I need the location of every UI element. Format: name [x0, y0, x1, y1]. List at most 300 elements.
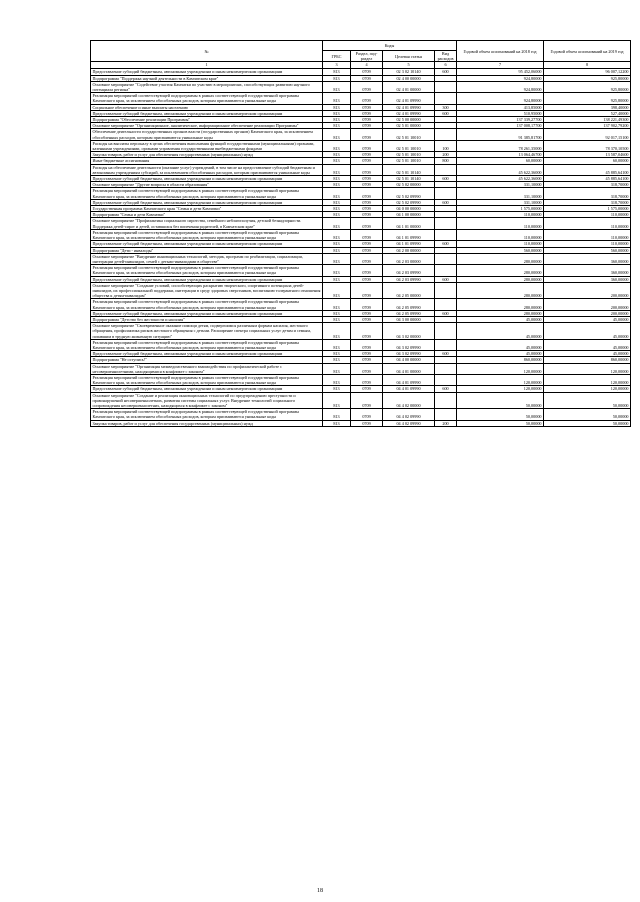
- row-razdel: 0709: [351, 117, 383, 123]
- row-amount-2019: 110,00000: [544, 241, 631, 247]
- row-razdel: 0709: [351, 199, 383, 205]
- row-amount-2018: 331,10000: [457, 182, 544, 188]
- table-row: [91, 253, 631, 264]
- row-grbs: 813: [323, 123, 351, 129]
- row-name: Основное мероприятие "Организация межведомственного взаимодействия по профилактической работе с несовершеннолетними, находящимися в конфликте с законом": [91, 363, 323, 374]
- page-number: 18: [317, 888, 323, 894]
- row-amount-2018: 331,10000: [457, 199, 544, 205]
- row-name: Социальное обеспечение и иные выплаты населению: [91, 104, 323, 110]
- row-name: Закупка товаров, работ и услуг для обеспечения государственных (муниципальных) нужд: [91, 152, 323, 158]
- row-amount-2018: 510,95000: [457, 110, 544, 116]
- row-amount-2018: 50,00000: [457, 420, 544, 426]
- table-row: [91, 93, 631, 104]
- row-csr: 04 1 01 09990: [383, 229, 435, 240]
- col-header-grbs: ГРБС: [323, 51, 351, 62]
- row-grbs: 813: [323, 392, 351, 409]
- row-vr: [435, 299, 457, 310]
- row-name: Основное мероприятие "Содействие участия Камчатки по участию в мероприятиях, способствующих развитию научного потенциала региона": [91, 81, 323, 92]
- row-grbs: 813: [323, 93, 351, 104]
- row-amount-2018: 924,80000: [457, 93, 544, 104]
- col-index: 4: [351, 62, 383, 69]
- row-grbs: 813: [323, 117, 351, 123]
- row-amount-2018: 45,00000: [457, 339, 544, 350]
- row-csr: 04 1 01 09990: [383, 241, 435, 247]
- row-razdel: 0709: [351, 123, 383, 129]
- row-name: Основное мероприятие "Создание и реализация инновационных технологий по предупреждению преступности и правонарушений несовершеннолетних, развития системы социальных услуг. Внедрение технологий социального сопровождения несовершеннолетних, находящихся в конфликте с законом": [91, 392, 323, 409]
- row-name: Подпрограмма "Поддержка научной деятельности в Камчатском крае": [91, 75, 323, 81]
- row-vr: [435, 374, 457, 385]
- row-vr: 600: [435, 310, 457, 316]
- col-index: 1: [91, 62, 323, 69]
- row-grbs: 813: [323, 75, 351, 81]
- row-vr: [435, 164, 457, 175]
- row-amount-2019: 45,00000: [544, 316, 631, 322]
- col-header-csr: Целевая статья: [383, 51, 435, 62]
- row-amount-2018: 280,00000: [457, 265, 544, 276]
- row-name: Подпрограмма "Обеспечение реализации Программы": [91, 117, 323, 123]
- row-amount-2018: 110,00000: [457, 241, 544, 247]
- row-amount-2019: 925,80000: [544, 93, 631, 104]
- row-vr: [435, 392, 457, 409]
- row-csr: 04 1 00 00000: [383, 212, 435, 218]
- row-csr: 02 4 01 00000: [383, 81, 435, 92]
- row-razdel: 0709: [351, 299, 383, 310]
- row-vr: 200: [435, 152, 457, 158]
- row-amount-2019: 110,00000: [544, 218, 631, 229]
- row-razdel: 0709: [351, 339, 383, 350]
- row-amount-2018: 45,00000: [457, 323, 544, 340]
- row-amount-2018: 120,00000: [457, 386, 544, 392]
- row-amount-2018: 45 622,36000: [457, 164, 544, 175]
- row-name: Предоставление субсидий бюджетным, автономным учреждениям и иным некоммерческим организациям: [91, 241, 323, 247]
- row-grbs: 813: [323, 386, 351, 392]
- row-razdel: 0709: [351, 110, 383, 116]
- row-vr: [435, 409, 457, 420]
- row-grbs: 813: [323, 188, 351, 199]
- row-grbs: 813: [323, 199, 351, 205]
- column-index-row: [91, 62, 631, 69]
- row-amount-2019: 925,80000: [544, 75, 631, 81]
- row-amount-2018: 280,00000: [457, 282, 544, 299]
- col-index: 7: [457, 62, 544, 69]
- table-row: [91, 282, 631, 299]
- row-amount-2018: 280,00000: [457, 276, 544, 282]
- row-amount-2018: 13 064,46700: [457, 152, 544, 158]
- row-amount-2018: 137 339,27700: [457, 117, 544, 123]
- row-grbs: 813: [323, 310, 351, 316]
- row-amount-2019: 50,00000: [544, 420, 631, 426]
- row-csr: 04 3 02 00000: [383, 323, 435, 340]
- row-name: Основное мероприятие "Другие вопросы в области образования": [91, 182, 323, 188]
- row-amount-2019: 60,00000: [544, 158, 631, 164]
- row-amount-2018: 280,00000: [457, 253, 544, 264]
- row-name: Реализация мероприятий соответствующей подпрограммы в рамках соответствующей государственной программы Камчатского края, за исключением обособленных расходов, которым присваиваются уникальные коды: [91, 299, 323, 310]
- row-csr: 04 1 01 00000: [383, 218, 435, 229]
- row-name: Подпрограмма "Семья и дети Камчатки": [91, 212, 323, 218]
- col-index: 6: [435, 62, 457, 69]
- table-body: [91, 62, 631, 426]
- row-name: Закупка товаров, работ и услуг для обеспечения государственных (муниципальных) нужд: [91, 420, 323, 426]
- row-grbs: 813: [323, 152, 351, 158]
- row-amount-2019: 1 575,00000: [544, 206, 631, 212]
- row-vr: 600: [435, 351, 457, 357]
- row-amount-2018: 50,00000: [457, 409, 544, 420]
- row-amount-2019: 398,40000: [544, 104, 631, 110]
- row-csr: 04 0 00 00000: [383, 206, 435, 212]
- row-razdel: 0709: [351, 218, 383, 229]
- row-name: Предоставление субсидий бюджетным, автономным учреждениям и иным некоммерческим организациям: [91, 386, 323, 392]
- row-grbs: 813: [323, 253, 351, 264]
- row-amount-2018: 1 575,00000: [457, 206, 544, 212]
- row-amount-2018: 280,00000: [457, 310, 544, 316]
- row-csr: 02 5 01 10010: [383, 152, 435, 158]
- row-name: Предоставление субсидий бюджетным, автономным учреждениям и иным некоммерческим организациям: [91, 110, 323, 116]
- row-razdel: 0709: [351, 409, 383, 420]
- row-amount-2019: 560,00000: [544, 247, 631, 253]
- table-row: [91, 218, 631, 229]
- row-vr: [435, 188, 457, 199]
- budget-sheet: [90, 40, 630, 427]
- row-razdel: 0709: [351, 75, 383, 81]
- row-razdel: 0709: [351, 357, 383, 363]
- row-amount-2018: 45,00000: [457, 351, 544, 357]
- row-amount-2018: 91 385,81700: [457, 129, 544, 140]
- row-razdel: 0709: [351, 351, 383, 357]
- row-razdel: 0709: [351, 253, 383, 264]
- row-csr: 02 5 02 00000: [383, 182, 435, 188]
- row-amount-2018: 110,00000: [457, 212, 544, 218]
- row-amount-2018: 120,00000: [457, 374, 544, 385]
- row-csr: 02 5 02 09990: [383, 199, 435, 205]
- row-razdel: 0709: [351, 69, 383, 75]
- row-vr: 600: [435, 69, 457, 75]
- row-amount-2018: 78 261,35000: [457, 140, 544, 151]
- row-name: Предоставление субсидий бюджетным, автономным учреждениям и иным некоммерческим организациям: [91, 176, 323, 182]
- table-row: [91, 339, 631, 350]
- row-grbs: 813: [323, 176, 351, 182]
- row-grbs: 813: [323, 351, 351, 357]
- row-amount-2018: 137 008,17700: [457, 123, 544, 129]
- row-amount-2019: 45,00000: [544, 351, 631, 357]
- row-csr: 02 5 01 10140: [383, 164, 435, 175]
- table-row: [91, 374, 631, 385]
- row-csr: 02 4 01 09990: [383, 93, 435, 104]
- row-amount-2018: 924,80000: [457, 75, 544, 81]
- row-csr: 04 2 05 09990: [383, 299, 435, 310]
- col-header-2018: Годовой объем ассигнований на 2018 год: [457, 41, 544, 62]
- row-name: Государственная программа Камчатского края "Семья и дети Камчатки": [91, 206, 323, 212]
- col-header-vr: Вид расходов: [435, 51, 457, 62]
- row-razdel: 0709: [351, 182, 383, 188]
- row-vr: [435, 218, 457, 229]
- row-amount-2018: 95 452,06000: [457, 69, 544, 75]
- row-razdel: 0709: [351, 188, 383, 199]
- row-grbs: 813: [323, 363, 351, 374]
- table-row: [91, 81, 631, 92]
- row-vr: 600: [435, 176, 457, 182]
- row-amount-2019: 50,00000: [544, 392, 631, 409]
- row-vr: 600: [435, 110, 457, 116]
- col-index: 3: [323, 62, 351, 69]
- row-name: Предоставление субсидий бюджетным, автономным учреждениям и иным некоммерческим организациям: [91, 276, 323, 282]
- row-amount-2019: 318,70000: [544, 199, 631, 205]
- row-grbs: 813: [323, 164, 351, 175]
- row-name: Подпрограмма "Детство без жестокости и насилия": [91, 316, 323, 322]
- row-grbs: 813: [323, 265, 351, 276]
- row-csr: 02 4 00 00000: [383, 75, 435, 81]
- row-amount-2018: 110,00000: [457, 218, 544, 229]
- row-amount-2018: 560,00000: [457, 247, 544, 253]
- table-row: [91, 363, 631, 374]
- row-csr: 02 5 02 09990: [383, 188, 435, 199]
- row-name: Основное мероприятие "Организационное, аналитическое, информационное обеспечение реализации Программы": [91, 123, 323, 129]
- row-grbs: 813: [323, 182, 351, 188]
- row-name: Основное мероприятие "Внедрение инновационных технологий, методик, программ по реабилитации, социализации, интеграции детей-инвалидов, семей с детьми-инвалидами в обществе": [91, 253, 323, 264]
- row-vr: [435, 229, 457, 240]
- table-row: [91, 392, 631, 409]
- row-csr: 04 2 05 09990: [383, 310, 435, 316]
- row-name: Основное мероприятие "Своевременное оказание помощи детям, подвергшимся различным формам насилия, жестокого обращения, профилактика рисков жестокого обращения с детьми. Расширение спектра социальных услуг детям и семьям, попавшим в трудную жизненную ситуацию": [91, 323, 323, 340]
- row-grbs: 813: [323, 69, 351, 75]
- row-grbs: 813: [323, 229, 351, 240]
- row-vr: [435, 323, 457, 340]
- row-amount-2019: 78 370,10500: [544, 140, 631, 151]
- budget-table: [90, 40, 631, 427]
- row-razdel: 0709: [351, 212, 383, 218]
- row-name: Реализация мероприятий соответствующей подпрограммы в рамках соответствующей государственной программы Камчатского края, за исключением обособленных расходов, которым присваиваются уникальные коды: [91, 409, 323, 420]
- row-razdel: 0709: [351, 104, 383, 110]
- row-csr: 02 4 01 09990: [383, 110, 435, 116]
- row-name: Реализация мероприятий соответствующей подпрограммы в рамках соответствующей государственной программы Камчатского края, за исключением обособленных расходов, которым присваиваются уникальные коды: [91, 93, 323, 104]
- row-amount-2018: 413,85000: [457, 104, 544, 110]
- row-razdel: 0709: [351, 229, 383, 240]
- row-grbs: 813: [323, 299, 351, 310]
- row-grbs: 813: [323, 129, 351, 140]
- row-grbs: 813: [323, 206, 351, 212]
- row-name: Реализация мероприятий соответствующей подпрограммы в рамках соответствующей государственной программы Камчатского края, за исключением обособленных расходов, которым присваиваются уникальные коды: [91, 265, 323, 276]
- row-amount-2019: 527,40000: [544, 110, 631, 116]
- row-razdel: 0709: [351, 392, 383, 409]
- row-csr: 04 3 02 09990: [383, 351, 435, 357]
- col-header-razdel: Раздел, под-раздел: [351, 51, 383, 62]
- row-vr: [435, 93, 457, 104]
- row-amount-2019: 96 007,12200: [544, 69, 631, 75]
- row-vr: 600: [435, 276, 457, 282]
- row-razdel: 0709: [351, 363, 383, 374]
- row-amount-2019: 318,70000: [544, 188, 631, 199]
- row-csr: 02 5 01 00000: [383, 123, 435, 129]
- table-row: [91, 229, 631, 240]
- row-amount-2018: 860,00000: [457, 357, 544, 363]
- row-name: Основное мероприятие "Создание условий, способствующих раскрытию творческого, спортивного потенциала детей-инвалидов, их профессиональной поддержки, интеграции в среду здоровых сверстников, воспитанию толерантного отношения общества к детям-инвалидам": [91, 282, 323, 299]
- row-vr: 300: [435, 104, 457, 110]
- table-row: [91, 420, 631, 426]
- row-razdel: 0709: [351, 152, 383, 158]
- row-grbs: 813: [323, 374, 351, 385]
- row-amount-2018: 110,00000: [457, 229, 544, 240]
- row-amount-2019: 200,00000: [544, 282, 631, 299]
- row-grbs: 813: [323, 357, 351, 363]
- row-grbs: 813: [323, 104, 351, 110]
- row-csr: 04 4 01 09990: [383, 374, 435, 385]
- row-csr: 04 2 03 09990: [383, 265, 435, 276]
- table-row: [91, 323, 631, 340]
- row-csr: 04 4 02 09990: [383, 409, 435, 420]
- row-csr: 04 4 01 09990: [383, 386, 435, 392]
- row-amount-2019: 318,70000: [544, 182, 631, 188]
- row-razdel: 0709: [351, 241, 383, 247]
- row-vr: [435, 265, 457, 276]
- row-name: Обеспечение деятельности государственных органов власти (государственных органов) Камчатского края, за исключением обособленных расходов, которым присваиваются уникальные коды: [91, 129, 323, 140]
- row-csr: 04 4 01 00000: [383, 363, 435, 374]
- row-csr: 02 5 00 00000: [383, 117, 435, 123]
- row-grbs: 813: [323, 276, 351, 282]
- row-grbs: 813: [323, 241, 351, 247]
- table-row: [91, 164, 631, 175]
- row-csr: 04 2 03 00000: [383, 253, 435, 264]
- row-grbs: 813: [323, 409, 351, 420]
- row-amount-2018: 50,00000: [457, 392, 544, 409]
- row-razdel: 0709: [351, 265, 383, 276]
- row-razdel: 0709: [351, 176, 383, 182]
- row-amount-2019: 200,00000: [544, 310, 631, 316]
- row-grbs: 813: [323, 140, 351, 151]
- row-amount-2019: 92 017,15100: [544, 129, 631, 140]
- table-row: [91, 188, 631, 199]
- col-header-codes: Коды: [323, 41, 457, 51]
- row-razdel: 0709: [351, 140, 383, 151]
- row-razdel: 0709: [351, 316, 383, 322]
- row-vr: 600: [435, 199, 457, 205]
- row-amount-2019: 50,00000: [544, 409, 631, 420]
- row-name: Реализация мероприятий соответствующей подпрограммы в рамках соответствующей государственной программы Камчатского края, за исключением обособленных расходов, которым присваиваются уникальные коды: [91, 188, 323, 199]
- row-amount-2019: 13 587,04600: [544, 152, 631, 158]
- col-index: 8: [544, 62, 631, 69]
- row-csr: 02 5 01 10010: [383, 129, 435, 140]
- row-amount-2018: 280,00000: [457, 299, 544, 310]
- row-amount-2019: 120,00000: [544, 363, 631, 374]
- row-amount-2019: 45,00000: [544, 323, 631, 340]
- row-name: Реализация мероприятий соответствующей подпрограммы в рамках соответствующей государственной программы Камчатского края, за исключением обособленных расходов, которым присваиваются уникальные коды: [91, 339, 323, 350]
- row-razdel: 0709: [351, 323, 383, 340]
- row-grbs: 813: [323, 110, 351, 116]
- row-razdel: 0709: [351, 158, 383, 164]
- row-grbs: 813: [323, 158, 351, 164]
- row-csr: 02 4 01 09990: [383, 104, 435, 110]
- row-amount-2019: 120,00000: [544, 386, 631, 392]
- row-amount-2018: 331,10000: [457, 188, 544, 199]
- row-vr: 100: [435, 140, 457, 151]
- row-amount-2019: 110,00000: [544, 212, 631, 218]
- row-vr: 200: [435, 420, 457, 426]
- row-csr: 04 2 05 00000: [383, 282, 435, 299]
- row-grbs: 813: [323, 247, 351, 253]
- row-amount-2019: 120,00000: [544, 374, 631, 385]
- row-amount-2019: 360,00000: [544, 276, 631, 282]
- row-csr: 04 4 02 09990: [383, 420, 435, 426]
- row-vr: [435, 81, 457, 92]
- row-amount-2018: 45 622,36000: [457, 176, 544, 182]
- row-amount-2019: 45,00000: [544, 339, 631, 350]
- row-grbs: 813: [323, 420, 351, 426]
- row-grbs: 813: [323, 339, 351, 350]
- row-razdel: 0709: [351, 276, 383, 282]
- row-csr: 04 2 03 09990: [383, 276, 435, 282]
- row-name: Предоставление субсидий бюджетным, автономным учреждениям и иным некоммерческим организациям: [91, 199, 323, 205]
- row-name: Расходы на выплаты персоналу в целях обеспечения выполнения функций государственными (муниципальными) органами, казенными учреждениями, органами управления государственными внебюджетными фондами: [91, 140, 323, 151]
- table-row: [91, 409, 631, 420]
- row-razdel: 0709: [351, 81, 383, 92]
- row-razdel: 0709: [351, 206, 383, 212]
- row-csr: 04 3 00 00000: [383, 316, 435, 322]
- row-name: Реализация мероприятий соответствующей подпрограммы в рамках соответствующей государственной программы Камчатского края, за исключением обособленных расходов, которым присваиваются уникальные коды: [91, 229, 323, 240]
- table-row: [91, 299, 631, 310]
- row-amount-2018: 60,00000: [457, 158, 544, 164]
- row-amount-2019: 138 221,49300: [544, 117, 631, 123]
- row-amount-2018: 45,00000: [457, 316, 544, 322]
- row-amount-2019: 360,00000: [544, 253, 631, 264]
- row-vr: [435, 129, 457, 140]
- row-grbs: 813: [323, 81, 351, 92]
- row-name: Предоставление субсидий бюджетным, автономным учреждениям и иным некоммерческим организациям: [91, 310, 323, 316]
- row-razdel: 0709: [351, 386, 383, 392]
- table-row: [91, 265, 631, 276]
- row-amount-2019: 110,00000: [544, 229, 631, 240]
- row-csr: 02 3 02 10140: [383, 69, 435, 75]
- row-name: Подпрограмма "Не оступись!": [91, 357, 323, 363]
- header-row-1: [91, 41, 631, 51]
- row-name: Иные бюджетные ассигнования: [91, 158, 323, 164]
- row-csr: 04 4 02 00000: [383, 392, 435, 409]
- row-amount-2019: 200,00000: [544, 299, 631, 310]
- row-csr: 04 3 02 09990: [383, 339, 435, 350]
- row-csr: 02 5 01 10140: [383, 176, 435, 182]
- row-amount-2019: 360,00000: [544, 265, 631, 276]
- col-header-name: №: [91, 41, 323, 62]
- row-razdel: 0709: [351, 164, 383, 175]
- col-index: 5: [383, 62, 435, 69]
- row-amount-2018: 120,00000: [457, 363, 544, 374]
- row-vr: 800: [435, 158, 457, 164]
- row-csr: 02 5 01 10010: [383, 140, 435, 151]
- row-name: Предоставление субсидий бюджетным, автономным учреждениям и иным некоммерческим организациям: [91, 351, 323, 357]
- row-amount-2019: 925,80000: [544, 81, 631, 92]
- row-csr: 02 5 01 10010: [383, 158, 435, 164]
- col-header-2019: Годовой объем ассигнований на 2019 год: [544, 41, 631, 62]
- row-name: Реализация мероприятий соответствующей подпрограммы в рамках соответствующей государственной программы Камчатского края, за исключением обособленных расходов, которым присваиваются уникальные коды: [91, 374, 323, 385]
- row-csr: 04 4 00 00000: [383, 357, 435, 363]
- row-razdel: 0709: [351, 282, 383, 299]
- row-grbs: 813: [323, 316, 351, 322]
- table-row: [91, 140, 631, 151]
- row-name: Расходы на обеспечение деятельности (оказание услуг) учреждений, в том числе на предоставление субсидий бюджетным и автономным учреждениям субсидий, за исключением обособленных расходов, которым присваиваются уникальные коды: [91, 164, 323, 175]
- row-vr: [435, 282, 457, 299]
- row-vr: [435, 363, 457, 374]
- row-grbs: 813: [323, 282, 351, 299]
- row-vr: 600: [435, 386, 457, 392]
- row-amount-2019: 137 902,79200: [544, 123, 631, 129]
- row-csr: 04 2 00 00000: [383, 247, 435, 253]
- row-razdel: 0709: [351, 247, 383, 253]
- row-razdel: 0709: [351, 374, 383, 385]
- row-razdel: 0709: [351, 310, 383, 316]
- row-vr: [435, 253, 457, 264]
- table-row: [91, 129, 631, 140]
- row-amount-2018: 924,80000: [457, 81, 544, 92]
- row-amount-2019: 45 885,64100: [544, 176, 631, 182]
- row-grbs: 813: [323, 212, 351, 218]
- row-razdel: 0709: [351, 420, 383, 426]
